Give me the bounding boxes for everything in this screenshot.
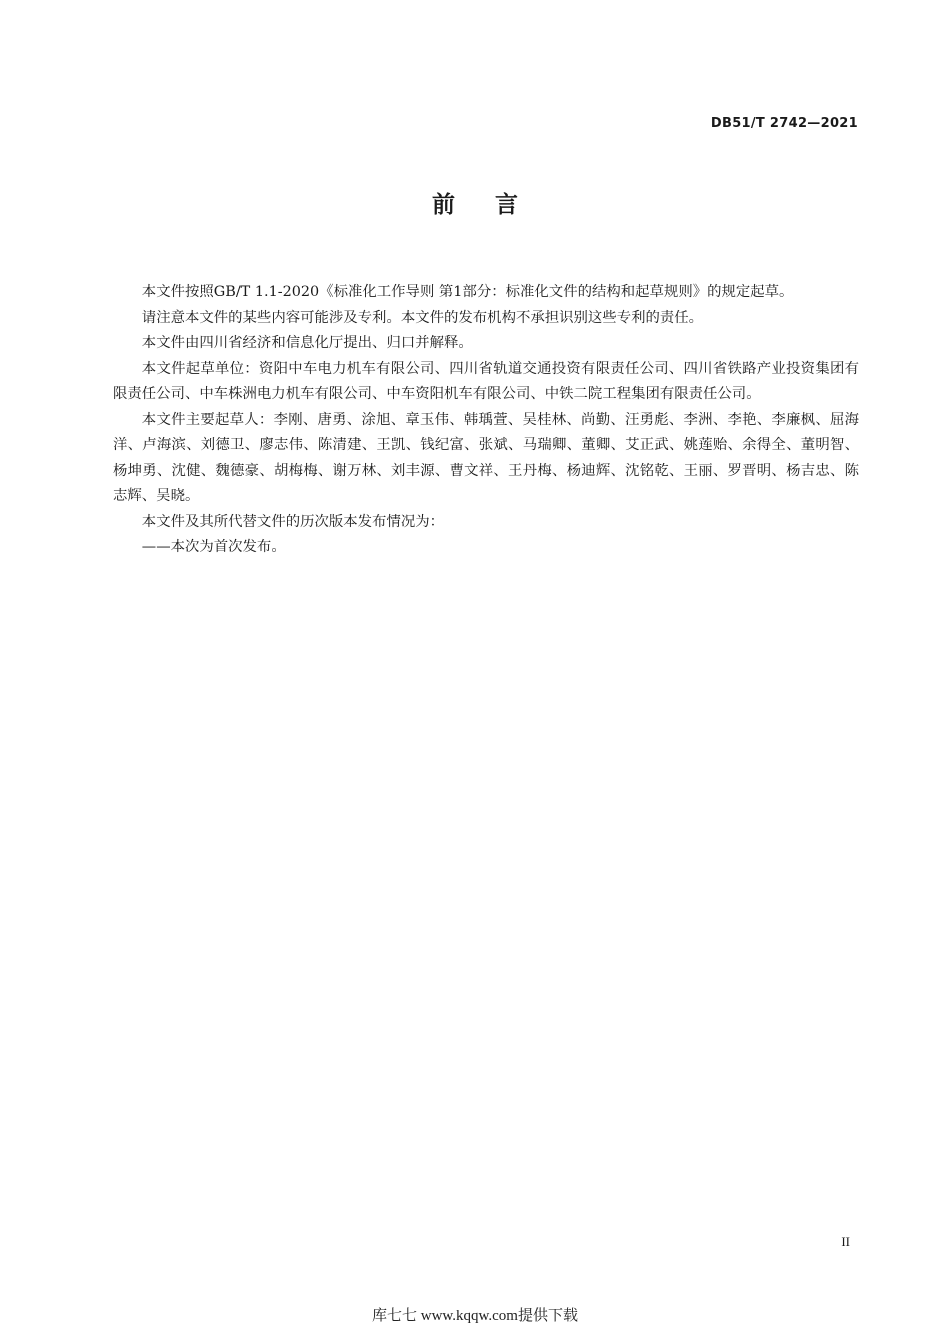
paragraph-version-history: 本文件及其所代替文件的历次版本发布情况为： (141, 513, 445, 530)
paragraph-drafting-rules: 本文件按照GB/T 1.1-2020《标准化工作导则 第1部分：标准化文件的结构和起草规则》的规定起草。 (141, 284, 794, 300)
paragraph-drafting-units: 本文件起草单位：资阳中车电力机车有限公司、四川省轨道交通投资有限责任公司、四川省铁路产业投资集团有限责任公司、中车株洲电力机车有限公司、中车资阳机车有限公司、中铁二院工程集团有限责任公司。 (113, 360, 859, 402)
paragraph-proposer: 本文件由四川省经济和信息化厅提出、归口并解释。 (141, 335, 473, 351)
standard-code: DB51/T 2742—2021 (710, 116, 858, 131)
page-title: 前言 (432, 192, 558, 218)
paragraph-first-release: ——本次为首次发布。 (141, 539, 286, 555)
page-number: II (841, 1234, 850, 1249)
paragraph-patent-notice: 请注意本文件的某些内容可能涉及专利。本文件的发布机构不承担识别这些专利的责任。 (141, 309, 704, 326)
paragraph-drafters: 本文件主要起草人：李刚、唐勇、涂旭、章玉伟、韩瑀萱、吴桂林、尚勤、汪勇彪、李洲、李艳、李廉枫、屈海洋、卢海滨、刘德卫、廖志伟、陈清建、王凯、钱纪富、张斌、马瑞卿、董卿、艾正武、姚莲贻、余得全、董明智、杨坤勇、沈健、魏德豪、胡梅梅、谢万林、刘丰源、曹文祥、王丹梅、杨迪辉、沈铭乾、王丽、罗晋明、杨吉忠、陈志辉、吴晓。 (113, 411, 859, 504)
footer-download-note: 库七七 www.kqqw.com提供下载 (372, 1308, 578, 1324)
foreword-body (113, 280, 859, 561)
